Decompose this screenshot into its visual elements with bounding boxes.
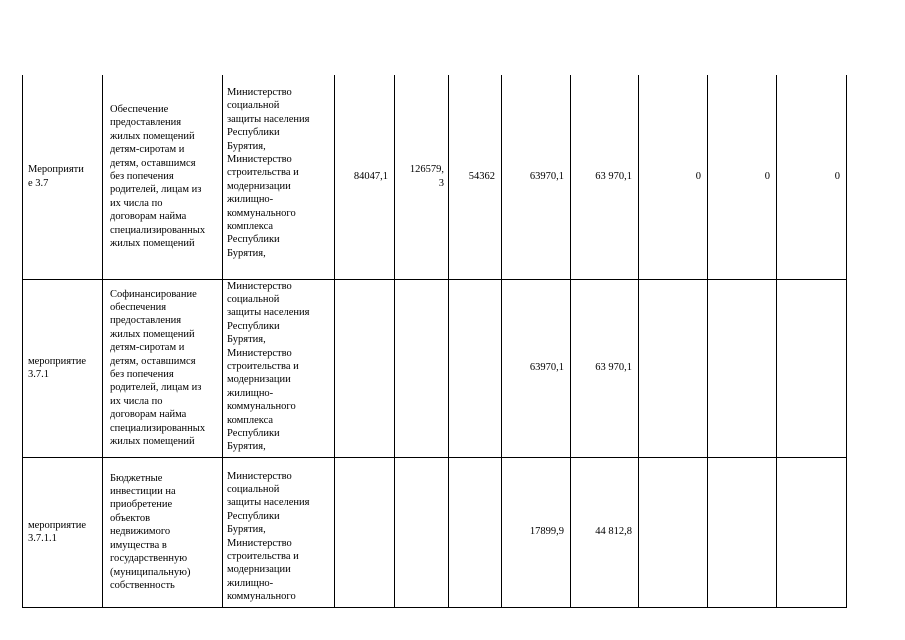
value-cell	[449, 457, 502, 607]
value-cell	[708, 457, 777, 607]
value-cell	[777, 279, 847, 457]
value-cell	[335, 75, 395, 279]
value-text: 63 970,1	[595, 171, 632, 183]
value-cell	[395, 279, 449, 457]
value-text: 63970,1	[529, 171, 564, 183]
value-cell	[571, 75, 639, 279]
value-text: 17899,9	[529, 526, 564, 538]
measure-description: Софинансирование обеспечения предоставления жилых помещений детям-сиротам и детям, оставшимся без попечения родителей, лицам из их числа по договорам найма специализированных жилых помещений	[110, 288, 206, 448]
value-cell	[708, 75, 777, 279]
value-cell	[502, 75, 571, 279]
value-cell	[395, 75, 449, 279]
value-cell	[777, 457, 847, 607]
measure-executor-cell	[223, 457, 335, 607]
value-cell	[502, 457, 571, 607]
value-cell	[571, 457, 639, 607]
measure-executor-cell	[223, 279, 335, 457]
value-cell	[449, 75, 502, 279]
measure-code-cell	[23, 279, 103, 457]
value-cell	[639, 75, 708, 279]
value-text: 63 970,1	[595, 362, 632, 374]
measure-executor-cell	[223, 75, 335, 279]
table-row	[23, 279, 847, 457]
value-cell	[335, 279, 395, 457]
measure-description-cell	[103, 75, 223, 279]
measure-code: Мероприяти е 3.7	[28, 164, 84, 189]
table-row	[23, 75, 847, 279]
measure-executor: Министерство социальной защиты населения Республики Бурятия, Министерство строительства и модернизации жилищно- коммунального комплекса Республики Бурятия,	[227, 280, 310, 453]
value-text: 126579, 3	[409, 164, 444, 189]
value-cell	[708, 279, 777, 457]
program-table	[22, 75, 847, 608]
value-cell	[571, 279, 639, 457]
value-cell	[395, 457, 449, 607]
value-text: 0	[764, 171, 770, 183]
measure-code: мероприятие 3.7.1.1	[28, 519, 86, 544]
value-cell	[449, 279, 502, 457]
value-text: 0	[834, 171, 840, 183]
value-text: 44 812,8	[595, 526, 632, 538]
measure-description: Обеспечение предоставления жилых помещений детям-сиротам и детям, оставшимся без попечения родителей, лицам из их числа по договорам найма специализированных жилых помещений	[110, 104, 206, 250]
value-cell	[777, 75, 847, 279]
measure-code: мероприятие 3.7.1	[28, 355, 86, 380]
value-text: 0	[695, 171, 701, 183]
value-cell	[639, 457, 708, 607]
table-row	[23, 457, 847, 607]
value-cell	[502, 279, 571, 457]
value-text: 63970,1	[529, 362, 564, 374]
measure-description: Бюджетные инвестиции на приобретение объектов недвижимого имущества в государственную (муниципальную) собственность	[110, 472, 191, 591]
measure-description-cell	[103, 457, 223, 607]
value-text: 84047,1	[353, 171, 388, 183]
measure-code-cell	[23, 75, 103, 279]
value-cell	[639, 279, 708, 457]
measure-description-cell	[103, 279, 223, 457]
measure-executor: Министерство социальной защиты населения Республики Бурятия, Министерство строительства и модернизации жилищно- коммунального	[227, 470, 310, 603]
value-text: 54362	[468, 171, 495, 183]
measure-code-cell	[23, 457, 103, 607]
value-cell	[335, 457, 395, 607]
measure-executor: Министерство социальной защиты населения Республики Бурятия, Министерство строительства и модернизации жилищно- коммунального комплекса Республики Бурятия,	[227, 87, 310, 259]
